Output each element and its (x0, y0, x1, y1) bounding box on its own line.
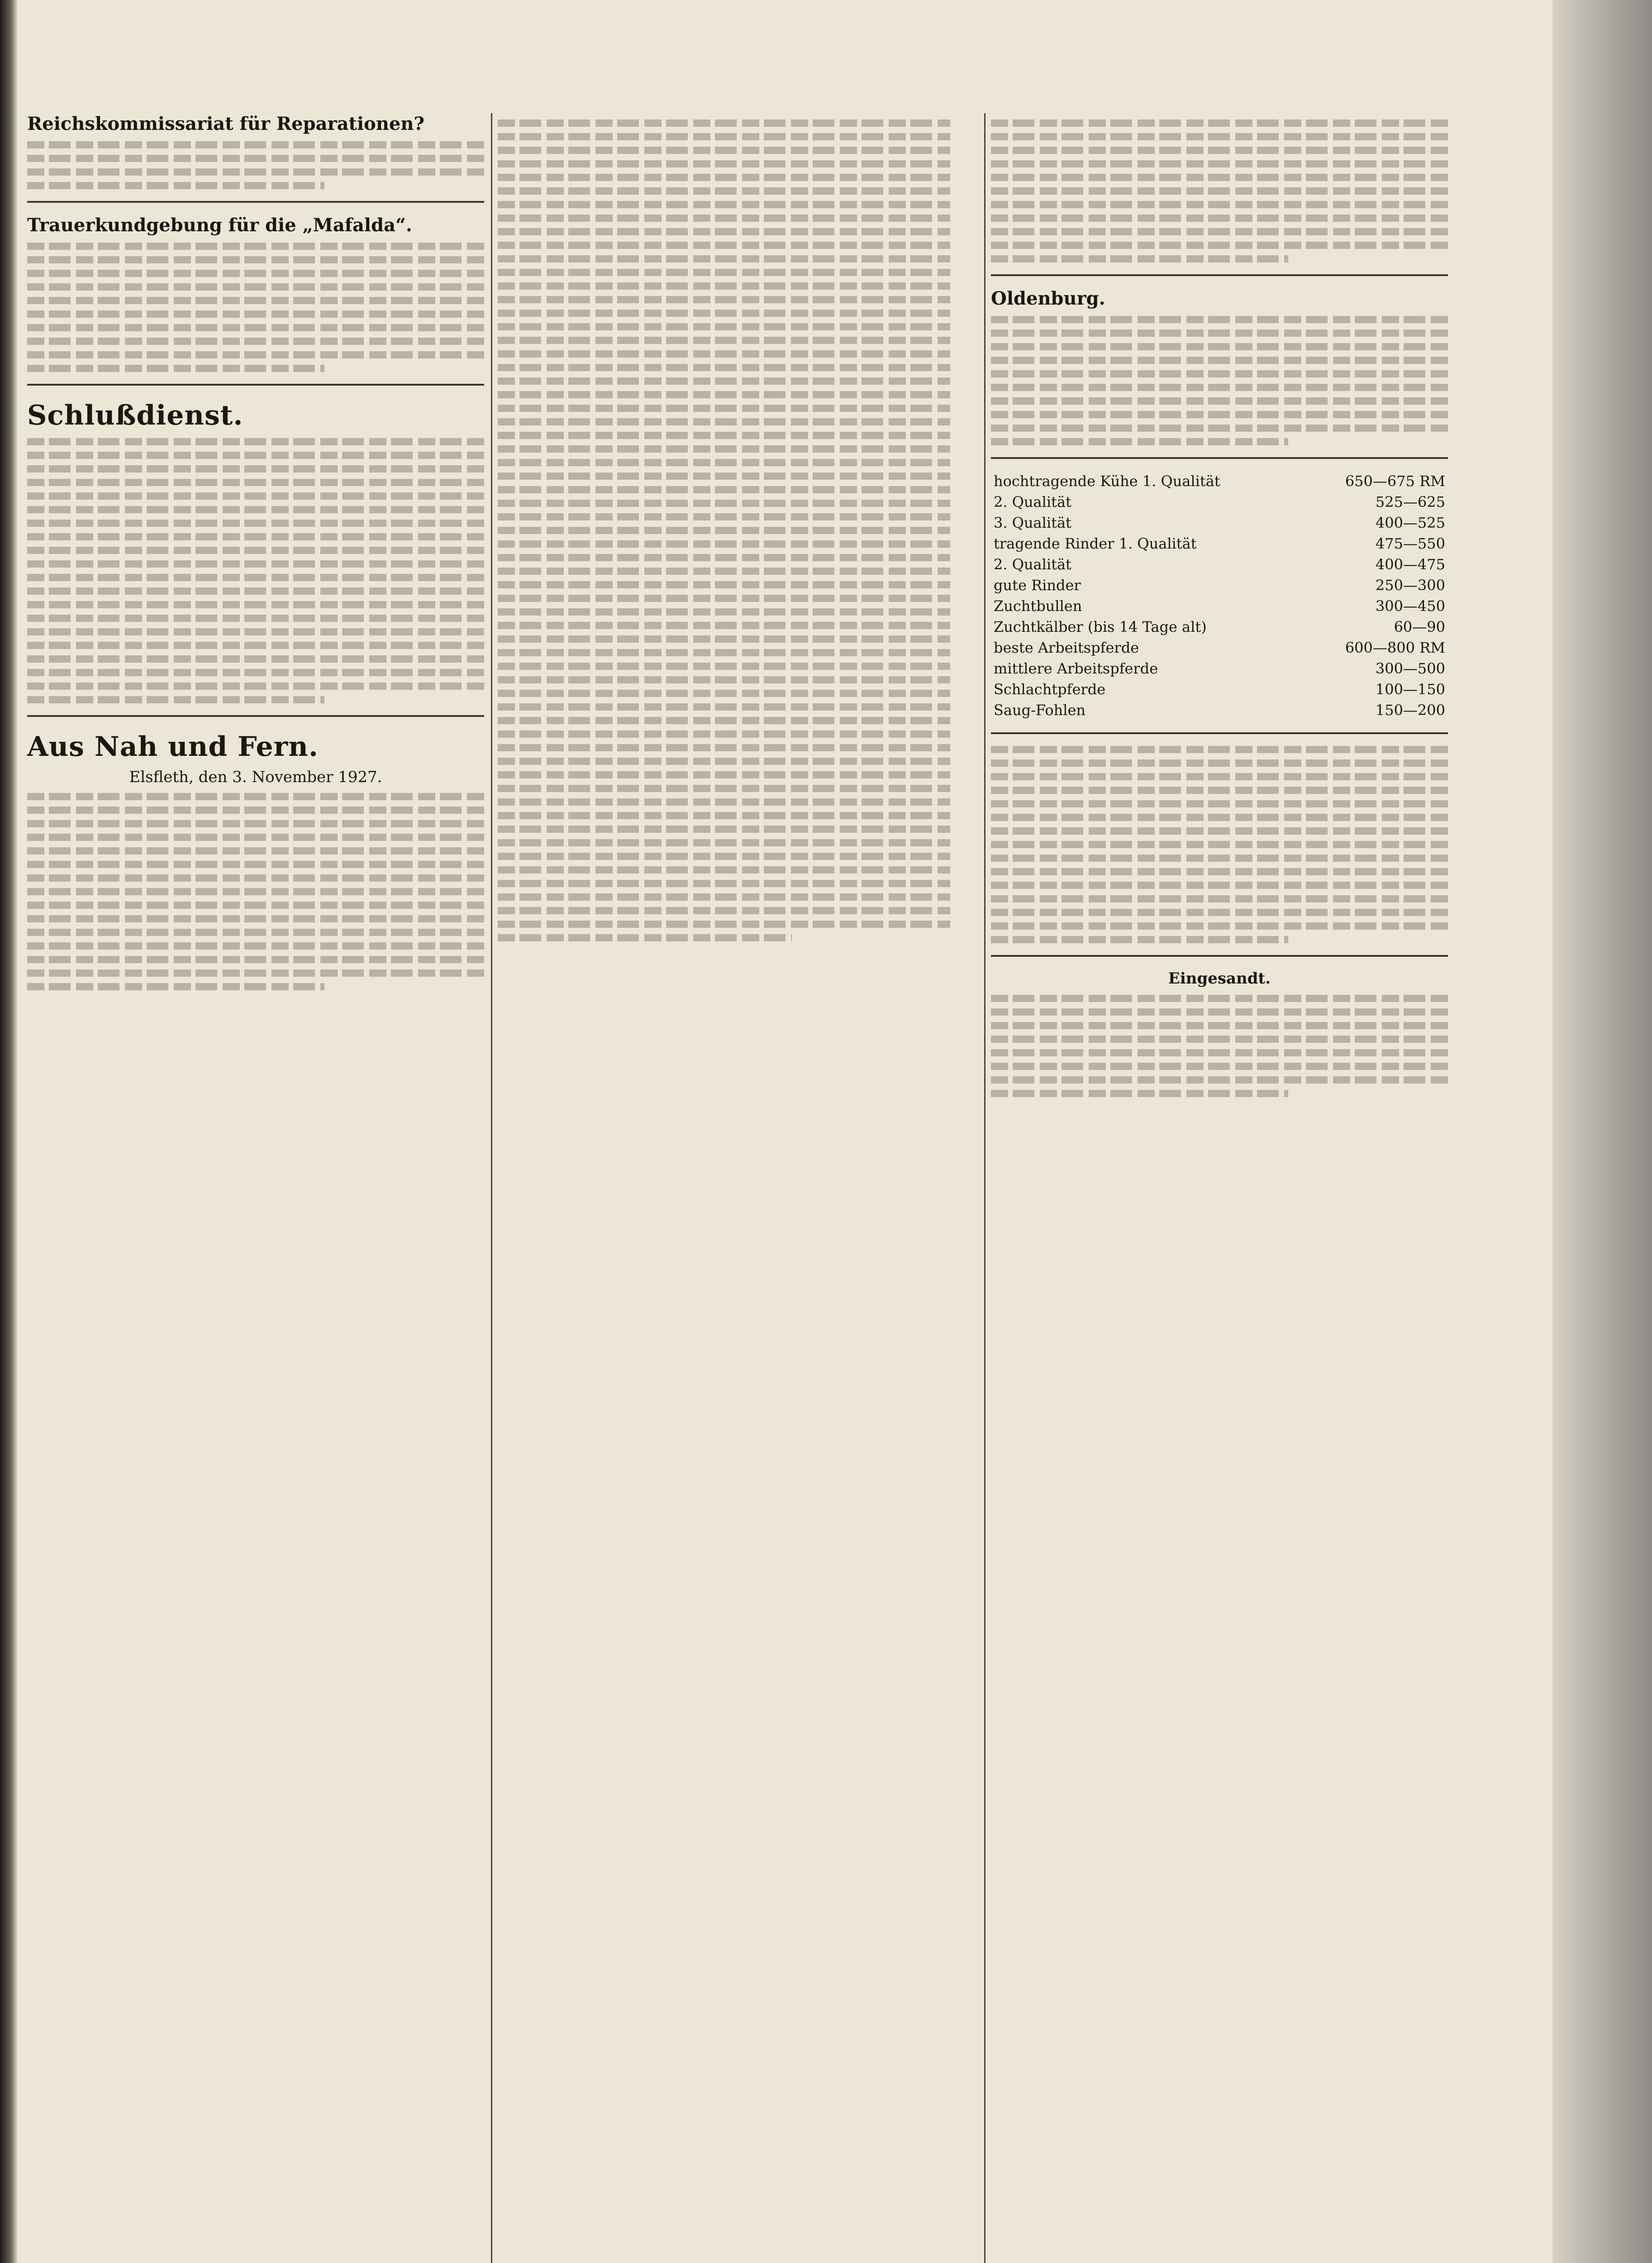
market-table-label: 2. Qualität (994, 556, 1071, 573)
article (27, 113, 484, 189)
right-column (991, 113, 1448, 2263)
separator (991, 732, 1448, 734)
market-table-label: Zuchtbullen (994, 597, 1082, 615)
notice-title: Eingesandt. (1168, 969, 1271, 988)
market-table-label: 2. Qualität (994, 493, 1071, 511)
article (991, 119, 1448, 263)
market-table-label: Zuchtkälber (bis 14 Tage alt) (994, 618, 1207, 635)
section-headline: Aus Nah und Fern. (27, 731, 319, 763)
market-table-row (991, 471, 1448, 492)
separator (27, 384, 484, 386)
market-table-row (991, 658, 1448, 679)
article-headline: Oldenburg. (991, 288, 1105, 309)
separator (27, 201, 484, 203)
market-table-label: tragende Rinder 1. Qualität (994, 535, 1197, 552)
separator (991, 274, 1448, 276)
column-rule (491, 113, 492, 2263)
market-table-row (991, 512, 1448, 533)
market-table-label: mittlere Arbeitspferde (994, 660, 1158, 677)
article (991, 746, 1448, 943)
market-table-value: 250—300 (1375, 577, 1445, 594)
market-table-row (991, 554, 1448, 575)
market-table-label: 3. Qualität (994, 514, 1071, 531)
market-table-value: 60—90 (1394, 618, 1445, 635)
notice (991, 969, 1448, 1097)
market-table-value: 100—150 (1375, 681, 1445, 698)
market-table-value: 300—450 (1375, 597, 1445, 615)
market-table-label: gute Rinder (994, 577, 1081, 594)
article-headline: Reichskommissariat für Reparationen? (27, 113, 424, 134)
market-table-value: 525—625 (1375, 493, 1445, 511)
market-table-value: 150—200 (1375, 702, 1445, 719)
page-gutter (0, 0, 18, 2263)
article (498, 119, 950, 941)
separator (27, 715, 484, 717)
market-price-table (991, 471, 1448, 721)
article (27, 730, 484, 990)
market-table-value: 300—500 (1375, 660, 1445, 677)
market-table-value: 650—675 RM (1345, 473, 1445, 490)
market-table-label: Schlachtpferde (994, 681, 1106, 698)
market-table-row (991, 679, 1448, 700)
market-table-row (991, 575, 1448, 596)
market-table-label: beste Arbeitspferde (994, 639, 1139, 656)
dateline: Elsfleth, den 3. November 1927. (129, 768, 382, 786)
middle-column (498, 113, 950, 2263)
article-headline: Trauerkundgebung für die „Mafalda“. (27, 215, 412, 236)
market-table-row (991, 616, 1448, 637)
separator (991, 955, 1448, 957)
market-table-label: hochtragende Kühe 1. Qualität (994, 473, 1220, 490)
left-column (27, 113, 484, 2263)
market-table-row (991, 596, 1448, 616)
market-report (991, 471, 1448, 721)
market-table-row (991, 492, 1448, 512)
article (27, 215, 484, 372)
market-table-label: Saug-Fohlen (994, 702, 1086, 719)
market-table-value: 475—550 (1375, 535, 1445, 552)
page-edge (1552, 0, 1652, 2263)
section-headline: Schlußdienst. (27, 400, 243, 431)
separator (991, 457, 1448, 459)
market-table-value: 400—475 (1375, 556, 1445, 573)
market-table-row (991, 533, 1448, 554)
market-table-row (991, 700, 1448, 721)
market-table-value: 400—525 (1375, 514, 1445, 531)
article (991, 288, 1448, 445)
article (27, 399, 484, 703)
column-rule (984, 113, 985, 2263)
market-table-value: 600—800 RM (1345, 639, 1445, 656)
market-table-row (991, 637, 1448, 658)
